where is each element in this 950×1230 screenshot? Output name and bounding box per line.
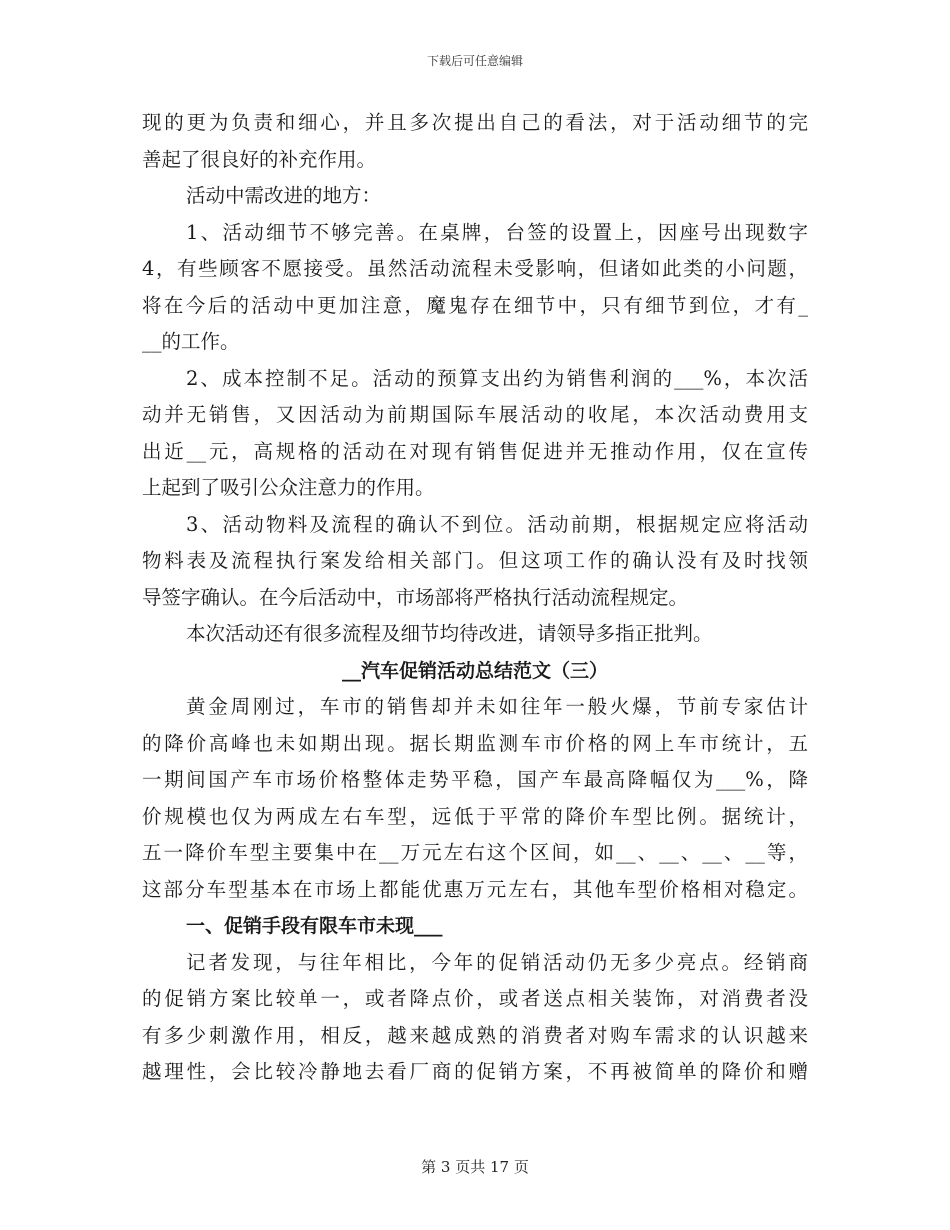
paragraph-line: 的促销方案比较单一，或者降点价，或者送点相关装饰，对消费者没: [142, 987, 808, 1010]
paragraph-line: 动并无销售，又因活动为前期国际车展活动的收尾，本次活动费用支: [142, 403, 808, 426]
paragraph-line: 物料表及流程执行案发给相关部门。但这项工作的确认没有及时找领: [142, 549, 808, 572]
paragraph-line: 有多少刺激作用，相反，越来越成熟的消费者对购车需求的认识越来: [142, 1023, 808, 1047]
paragraph-line: 活动中需改进的地方：: [186, 184, 382, 207]
page-number: 第 3 页共 17 页: [421, 1158, 529, 1176]
paragraph-line: 五一降价车型主要集中在__万元左右这个区间，如__、__、__、__等，: [142, 841, 808, 864]
paragraph-line: 现的更为负责和细心，并且多次提出自己的看法，对于活动细节的完: [142, 111, 808, 134]
section-heading: 一、促销手段有限车市未现___: [186, 915, 443, 937]
paragraph-line: 出近__元，高规格的活动在对现有销售促进并无推动作用，仅在宣传: [142, 439, 808, 463]
paragraph-line: 3、活动物料及流程的确认不到位。活动前期，根据规定应将活动: [186, 512, 808, 536]
paragraph-line: 的降价高峰也未如期出现。据长期监测车市价格的网上车市统计，五: [142, 731, 808, 755]
section-title: __汽车促销活动总结范文（三）: [341, 659, 608, 682]
paragraph-line: 一期间国产车市场价格整体走势平稳，国产车最高降幅仅为___%，降: [142, 768, 808, 791]
paragraph-line: 记者发现，与往年相比，今年的促销活动仍无多少亮点。经销商: [186, 950, 808, 974]
paragraph-line: 将在今后的活动中更加注意，魔鬼存在细节中，只有细节到位，才有_: [142, 293, 808, 317]
paragraph-line: 价规模也仅为两成左右车型，远低于平常的降价车型比例。据统计，: [142, 804, 808, 828]
document-body: [142, 105, 808, 1091]
paragraph-line: 2、成本控制不足。活动的预算支出约为销售利润的___%，本次活: [186, 366, 808, 390]
paragraph-line: 1、活动细节不够完善。在桌牌，台签的设置上，因座号出现数字: [186, 220, 808, 244]
paragraph-line: 黄金周刚过，车市的销售却并未如往年一般火爆，节前专家估计: [186, 695, 808, 718]
paragraph-line: 本次活动还有很多流程及细节均待改进，请领导多指正批判。: [186, 622, 713, 645]
paragraph-line: 这部分车型基本在市场上都能优惠万元左右，其他车型价格相对稳定。: [142, 877, 808, 901]
page-header: 下载后可任意编辑: [426, 54, 523, 68]
paragraph-line: 善起了很良好的补充作用。: [142, 147, 377, 171]
paragraph-line: 4，有些顾客不愿接受。虽然活动流程未受影响，但诸如此类的小问题，: [142, 257, 808, 280]
paragraph-line: 越理性，会比较冷静地去看厂商的促销方案，不再被简单的降价和赠: [142, 1060, 808, 1083]
paragraph-line: 上起到了吸引公众注意力的作用。: [142, 476, 435, 499]
paragraph-line: __的工作。: [142, 330, 240, 353]
paragraph-line: 导签字确认。在今后活动中，市场部将严格执行活动流程规定。: [142, 585, 689, 609]
